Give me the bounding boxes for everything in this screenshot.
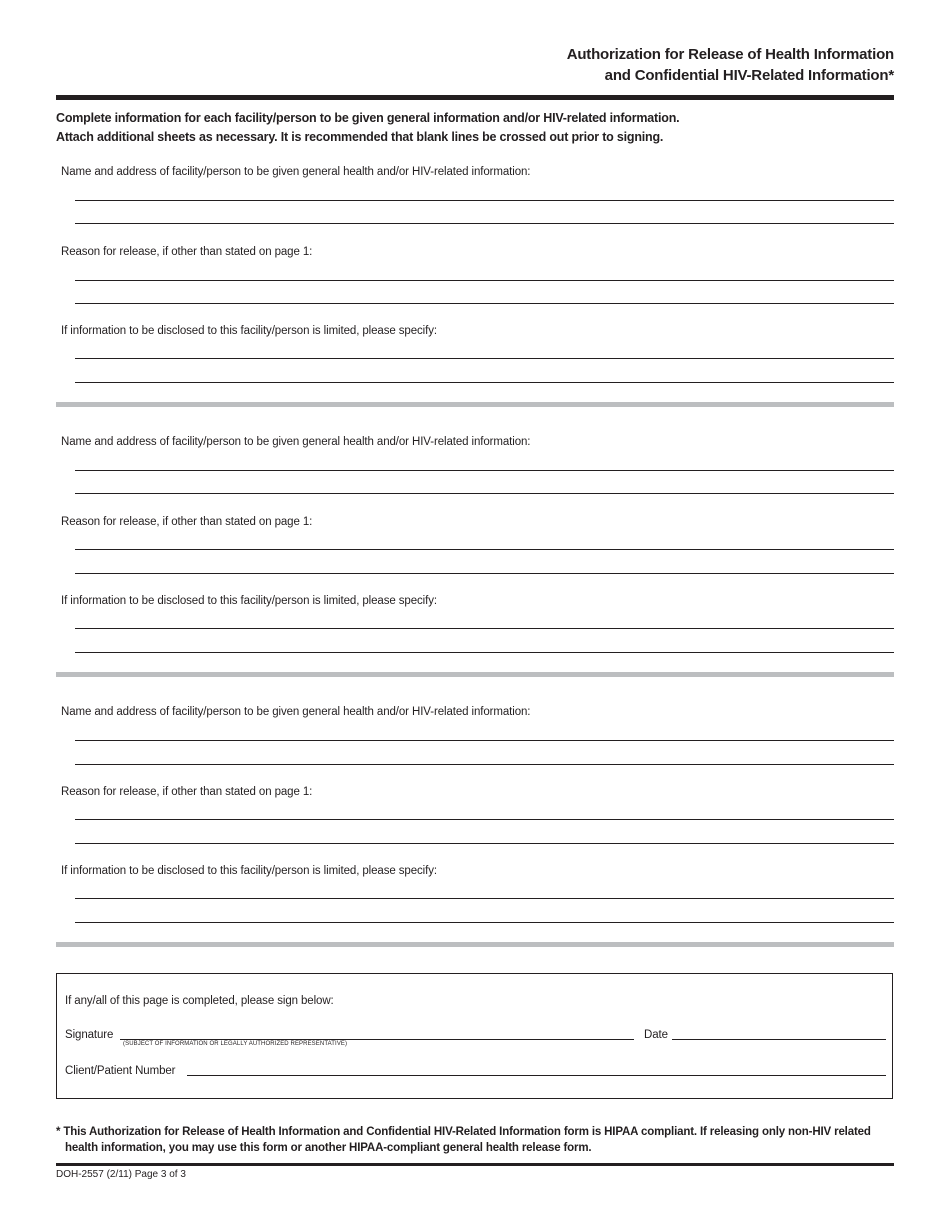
- date-line[interactable]: [672, 1039, 886, 1040]
- name-address-line-1[interactable]: [75, 200, 894, 201]
- limited-label: If information to be disclosed to this facility/person is limited, please specify:: [61, 595, 437, 607]
- name-address-label: Name and address of facility/person to be given general health and/or HIV-related information:: [61, 166, 531, 178]
- limited-line-1[interactable]: [75, 628, 894, 629]
- name-address-line-2[interactable]: [75, 764, 894, 765]
- name-address-label: Name and address of facility/person to be given general health and/or HIV-related information:: [61, 706, 531, 718]
- form-title-line-2: and Confidential HIV-Related Information*: [604, 67, 894, 84]
- reason-line-2[interactable]: [75, 303, 894, 304]
- instructions-line-1: Complete information for each facility/person to be given general information and/or HIV-related information.: [56, 111, 680, 125]
- signature-box: [56, 973, 893, 1099]
- limited-label: If information to be disclosed to this facility/person is limited, please specify:: [61, 865, 437, 877]
- name-address-line-2[interactable]: [75, 493, 894, 494]
- client-number-label: Client/Patient Number: [65, 1065, 176, 1077]
- reason-line-2[interactable]: [75, 843, 894, 844]
- section-divider: [56, 402, 894, 407]
- hipaa-footnote: [56, 1124, 886, 1156]
- reason-line-1[interactable]: [75, 819, 894, 820]
- signature-intro: If any/all of this page is completed, please sign below:: [65, 995, 334, 1007]
- name-address-line-1[interactable]: [75, 470, 894, 471]
- reason-label: Reason for release, if other than stated on page 1:: [61, 246, 313, 258]
- section-divider: [56, 942, 894, 947]
- date-label: Date: [644, 1029, 668, 1041]
- name-address-line-1[interactable]: [75, 740, 894, 741]
- limited-line-2[interactable]: [75, 382, 894, 383]
- limited-line-1[interactable]: [75, 898, 894, 899]
- form-id: DOH-2557 (2/11) Page 3 of 3: [56, 1169, 186, 1180]
- footnote-line-2: health information, you may use this form or another HIPAA-compliant general health release form.: [65, 1142, 592, 1154]
- signature-label: Signature: [65, 1029, 114, 1041]
- client-number-line[interactable]: [187, 1075, 886, 1076]
- instructions: [56, 109, 679, 147]
- reason-line-1[interactable]: [75, 280, 894, 281]
- reason-label: Reason for release, if other than stated on page 1:: [61, 516, 313, 528]
- reason-line-1[interactable]: [75, 549, 894, 550]
- footer-rule: [56, 1163, 894, 1166]
- limited-line-2[interactable]: [75, 652, 894, 653]
- name-address-line-2[interactable]: [75, 223, 894, 224]
- form-title-line-1: Authorization for Release of Health Information: [566, 46, 894, 63]
- section-divider: [56, 672, 894, 677]
- reason-line-2[interactable]: [75, 573, 894, 574]
- signature-caption: (SUBJECT OF INFORMATION OR LEGALLY AUTHORIZED REPRESENTATIVE): [123, 1041, 348, 1047]
- form-title: [567, 44, 894, 86]
- limited-line-1[interactable]: [75, 358, 894, 359]
- limited-label: If information to be disclosed to this facility/person is limited, please specify:: [61, 325, 437, 337]
- signature-line[interactable]: [120, 1039, 634, 1040]
- header-rule: [56, 95, 894, 100]
- limited-line-2[interactable]: [75, 922, 894, 923]
- instructions-line-2: Attach additional sheets as necessary. It is recommended that blank lines be crossed out prior to signing.: [56, 130, 664, 144]
- footnote-line-1: * This Authorization for Release of Health Information and Confidential HIV-Related Information form is HIPAA compliant. If releasing only non-HIV related: [56, 1126, 871, 1138]
- reason-label: Reason for release, if other than stated on page 1:: [61, 786, 313, 798]
- name-address-label: Name and address of facility/person to be given general health and/or HIV-related information:: [61, 436, 531, 448]
